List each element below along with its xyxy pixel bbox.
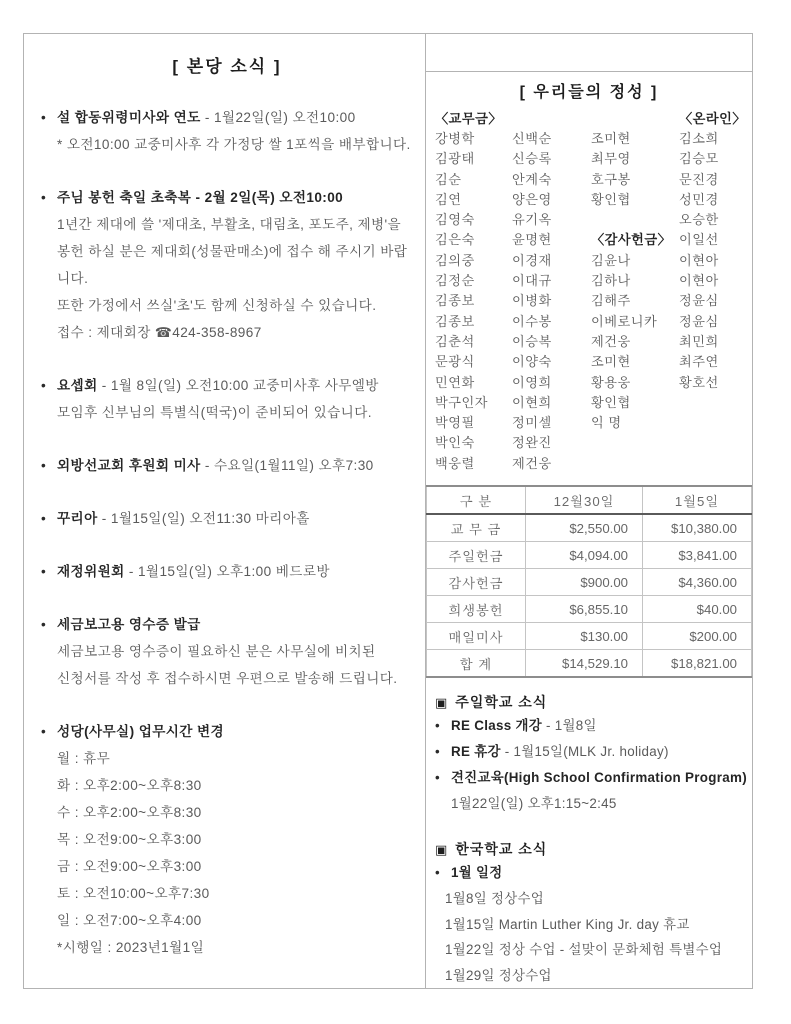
- bullet-icon: •: [41, 190, 47, 205]
- news-line: [41, 907, 413, 934]
- news-item: [41, 718, 413, 745]
- bullet-icon: •: [41, 511, 47, 526]
- korean-school-item: [435, 860, 752, 886]
- offerings-amount: $10,380.00: [643, 514, 752, 542]
- offerings-row: [427, 623, 752, 650]
- donor-name: [679, 433, 746, 453]
- offerings-amount: $4,360.00: [643, 569, 752, 596]
- bullet-icon: •: [435, 770, 440, 785]
- news-item: [41, 184, 413, 211]
- news-item-text: 목 : 오전9:00~오후3:00: [57, 832, 202, 847]
- offerings-row-label: 교 무 금: [427, 514, 526, 542]
- donor-name: 최민희: [679, 333, 719, 349]
- donor-name: 김영숙: [435, 212, 475, 228]
- donor-name: 익 명: [591, 415, 622, 431]
- donor-name: 김소희: [679, 130, 719, 146]
- donor-name: 이양숙: [512, 354, 552, 370]
- donor-name: 정윤심: [679, 293, 719, 309]
- news-item: [41, 104, 413, 131]
- offerings-top-spacer: [426, 34, 752, 72]
- bullet-icon: •: [435, 865, 440, 880]
- bullet-icon: •: [41, 617, 47, 632]
- donor-name: 김연: [435, 191, 462, 207]
- section-square-icon: ▣: [435, 695, 449, 710]
- sunday-school-item: [435, 739, 752, 765]
- donor-name: [591, 109, 679, 129]
- donor-name: 이현희: [512, 394, 552, 410]
- donor-name: 민연화: [435, 374, 475, 390]
- news-item-text: 1년간 제대에 쓸 '제대초, 부활초, 대림초, 포도주, 제병'을: [57, 217, 402, 232]
- sunday-school-subline: 1월22일(일) 오후1:15~2:45: [451, 796, 617, 811]
- news-item: [41, 372, 413, 399]
- offerings-row: [427, 542, 752, 569]
- news-item: [41, 611, 413, 638]
- donor-name: 김윤나: [591, 252, 631, 268]
- news-item: [41, 558, 413, 585]
- offerings-amount: $130.00: [526, 623, 643, 650]
- news-line: [41, 799, 413, 826]
- donor-name: 조미현: [591, 130, 631, 146]
- parish-news-title: [ 본당 소식 ]: [172, 57, 282, 76]
- donor-name: [679, 413, 746, 433]
- offerings-row: [427, 514, 752, 542]
- donor-name: 성민경: [679, 191, 719, 207]
- news-item-text: 접수 : 제대회장 ☎424-358-8967: [57, 325, 262, 340]
- news-line: [41, 238, 413, 292]
- news-line: [41, 638, 413, 665]
- item-text: - 1월8일: [541, 718, 597, 733]
- news-line: [41, 745, 413, 772]
- donor-name: 김광태: [435, 151, 475, 167]
- news-line: [41, 319, 413, 346]
- sunday-school-section: [426, 692, 752, 817]
- news-line: [41, 131, 413, 158]
- news-item: [41, 505, 413, 532]
- news-item-label: 성당(사무실) 업무시간 변경: [57, 724, 225, 739]
- item-label: RE 휴강: [451, 744, 501, 759]
- schedule-line: 1월22일 정상 수업 - 설맞이 문화체험 특별수업: [445, 942, 723, 957]
- sunday-school-item: [435, 713, 752, 739]
- news-item-text: *시행일 : 2023년1월1일: [57, 940, 205, 955]
- sunday-school-title-text: 주일학교 소식: [455, 694, 548, 710]
- donor-group-header: 〈온라인〉: [679, 110, 747, 126]
- donor-name: 정완진: [512, 435, 552, 451]
- schedule-line: 1월29일 정상수업: [445, 967, 552, 983]
- news-item-text: - 1월15일(일) 오전11:30 마리아홀: [97, 511, 310, 526]
- donor-name: 이병화: [512, 293, 552, 309]
- donor-name: 강병학: [435, 130, 475, 146]
- donor-name: 박구인자: [435, 394, 488, 410]
- offerings-amount: $200.00: [643, 623, 752, 650]
- donor-name: 정윤심: [679, 313, 719, 329]
- offerings-row: [427, 650, 752, 678]
- news-item-text: 수 : 오후2:00~오후8:30: [57, 805, 202, 820]
- donor-name: 김정순: [435, 273, 475, 289]
- donor-name: 황인협: [591, 191, 631, 207]
- donor-name: 최주연: [679, 354, 719, 370]
- news-item-text: 또한 가정에서 쓰실'초'도 함께 신청하실 수 있습니다.: [57, 298, 377, 313]
- donor-name: 박영필: [435, 415, 475, 431]
- donor-name: 박인숙: [435, 435, 475, 451]
- donor-name: 신승록: [512, 151, 552, 167]
- donor-name: 김은숙: [435, 232, 475, 248]
- offerings-amount: $6,855.10: [526, 596, 643, 623]
- offerings-column-header: 12월30일: [526, 486, 643, 514]
- news-item-text: - 수요일(1월11일) 오후7:30: [200, 458, 374, 473]
- bullet-icon: •: [41, 378, 47, 393]
- donor-name: [591, 433, 679, 453]
- donor-name: 김종보: [435, 313, 475, 329]
- offerings-section: [426, 34, 752, 988]
- donor-name: [679, 454, 746, 474]
- donor-name: 오승한: [679, 212, 719, 228]
- donor-name: 정미셀: [512, 415, 552, 431]
- news-item-text: 세금보고용 영수증이 필요하신 분은 사무실에 비치된: [57, 644, 376, 659]
- donor-name: 호구봉: [591, 171, 631, 187]
- bulletin-sheet: [23, 33, 753, 989]
- donor-name: 황용웅: [591, 374, 631, 390]
- donor-name: 문광식: [435, 354, 475, 370]
- item-label: 1월 일정: [451, 865, 503, 880]
- donor-name: 김춘석: [435, 333, 475, 349]
- donor-name: 제건웅: [512, 455, 552, 471]
- offerings-amount: $18,821.00: [643, 650, 752, 678]
- schedule-line: 1월8일 정상수업: [445, 891, 544, 906]
- donor-name: 이승복: [512, 333, 552, 349]
- donor-name: 신백순: [512, 130, 552, 146]
- news-item-text: 봉헌 하실 분은 제대회(성물판매소)에 접수 해 주시기 바랍니다.: [57, 244, 408, 286]
- offerings-amount: $14,529.10: [526, 650, 643, 678]
- offerings-amount: $2,550.00: [526, 514, 643, 542]
- donor-group-header: 〈교무금〉: [435, 110, 503, 126]
- parish-news-list: [41, 104, 413, 961]
- offerings-amount: $4,094.00: [526, 542, 643, 569]
- bullet-icon: •: [41, 110, 47, 125]
- sunday-school-item: [435, 765, 752, 791]
- offerings-column-header: 구 분: [427, 486, 526, 514]
- donor-name: [512, 109, 591, 129]
- news-item-label: 외방선교회 후원회 미사: [57, 458, 201, 473]
- news-item-label: 요셉회: [57, 378, 98, 393]
- offerings-table: [426, 485, 752, 678]
- sunday-school-title: [435, 692, 752, 713]
- news-line: [41, 934, 413, 961]
- bullet-icon: •: [435, 718, 440, 733]
- donor-name: 김순: [435, 171, 462, 187]
- offerings-column-header: 1월5일: [643, 486, 752, 514]
- donor-name: 이현아: [679, 273, 719, 289]
- news-item-text: - 1월15일(일) 오후1:00 베드로방: [124, 564, 330, 579]
- news-line: [41, 772, 413, 799]
- news-item-text: - 1월22일(일) 오전10:00: [200, 110, 356, 125]
- offerings-row-label: 희생봉헌: [427, 596, 526, 623]
- donor-name: 안계숙: [512, 171, 552, 187]
- donor-name: [591, 454, 679, 474]
- donor-name: 김하나: [591, 273, 631, 289]
- donor-name: 이경재: [512, 252, 552, 268]
- news-item: [41, 452, 413, 479]
- offerings-row: [427, 596, 752, 623]
- donor-name: 조미현: [591, 354, 631, 370]
- bullet-icon: •: [41, 458, 47, 473]
- news-item-text: * 오전10:00 교중미사후 각 가정당 쌀 1포씩을 배부합니다.: [57, 137, 411, 152]
- news-item-text: 일 : 오전7:00~오후4:00: [57, 913, 202, 928]
- news-item-label: 설 합동위령미사와 연도: [57, 110, 201, 125]
- news-item-text: 토 : 오전10:00~오후7:30: [57, 886, 210, 901]
- item-label: 견진교육(High School Confirmation Program): [451, 770, 747, 785]
- donor-name: 최무영: [591, 151, 631, 167]
- offerings-header-row: [427, 486, 752, 514]
- donor-name: 윤명현: [512, 232, 552, 248]
- item-text: - 1월15일(MLK Jr. holiday): [500, 744, 669, 759]
- donor-name: 문진경: [679, 171, 719, 187]
- donor-name: 김해주: [591, 293, 631, 309]
- news-item-text: - 1월 8일(일) 오전10:00 교중미사후 사무엘방: [97, 378, 379, 393]
- bullet-icon: •: [435, 744, 440, 759]
- news-item-label: 세금보고용 영수증 발급: [57, 617, 201, 632]
- news-line: [41, 853, 413, 880]
- news-item-label: 꾸리아: [57, 511, 98, 526]
- donor-name: 이대규: [512, 273, 552, 289]
- news-item-text: 화 : 오후2:00~오후8:30: [57, 778, 202, 793]
- donor-name: 황호선: [679, 374, 719, 390]
- korean-school-title-text: 한국학교 소식: [455, 841, 548, 857]
- offerings-amount: $3,841.00: [643, 542, 752, 569]
- donor-name: 제건웅: [591, 333, 631, 349]
- news-item-text: 월 : 휴무: [57, 751, 111, 766]
- offerings-row-label: 감사헌금: [427, 569, 526, 596]
- section-square-icon: ▣: [435, 842, 449, 857]
- news-line: [41, 665, 413, 692]
- donor-name: 이현아: [679, 252, 719, 268]
- news-line: [41, 292, 413, 319]
- offerings-title: [ 우리들의 정성 ]: [519, 83, 659, 101]
- donor-name: 김의중: [435, 252, 475, 268]
- donor-name: 백웅렬: [435, 455, 475, 471]
- donor-name: 양은영: [512, 191, 552, 207]
- offerings-table-head: [427, 486, 752, 514]
- offerings-table-body: [427, 514, 752, 677]
- news-item-label: 주님 봉헌 축일 초축복 - 2월 2일(목) 오전10:00: [57, 190, 344, 205]
- donor-name: 유기옥: [512, 212, 552, 228]
- donor-name: 이베로니카: [591, 313, 658, 329]
- donor-name: 김승모: [679, 151, 719, 167]
- bullet-icon: •: [41, 564, 47, 579]
- offerings-amount: $40.00: [643, 596, 752, 623]
- schedule-line: 1월15일 Martin Luther King Jr. day 휴교: [445, 916, 690, 932]
- news-item-text: 신청서를 작성 후 접수하시면 우편으로 발송해 드립니다.: [57, 671, 398, 686]
- parish-news-section: [24, 34, 426, 988]
- donor-name: [591, 210, 679, 230]
- donor-name: 김종보: [435, 293, 475, 309]
- bullet-icon: •: [41, 724, 47, 739]
- offerings-row-label: 매일미사: [427, 623, 526, 650]
- donor-name-grid: [426, 109, 752, 474]
- offerings-row: [427, 569, 752, 596]
- korean-school-section: [426, 839, 752, 988]
- item-label: RE Class 개강: [451, 718, 542, 733]
- donor-name: 이수봉: [512, 313, 552, 329]
- donor-name: 이영희: [512, 374, 552, 390]
- news-line: [41, 399, 413, 426]
- news-line: [41, 826, 413, 853]
- donor-group-header: 〈감사헌금〉: [591, 232, 672, 248]
- news-line: [41, 211, 413, 238]
- donor-name: 이일선: [679, 232, 719, 248]
- offerings-row-label: 주일헌금: [427, 542, 526, 569]
- offerings-amount: $900.00: [526, 569, 643, 596]
- offerings-row-label: 합 계: [427, 650, 526, 678]
- donor-name: [679, 393, 746, 413]
- news-item-text: 모임후 신부님의 특별식(떡국)이 준비되어 있습니다.: [57, 405, 372, 420]
- korean-school-title: [435, 839, 752, 860]
- news-item-label: 재정위원회: [57, 564, 125, 579]
- donor-name: 황인협: [591, 394, 631, 410]
- news-item-text: 금 : 오전9:00~오후3:00: [57, 859, 202, 874]
- news-line: [41, 880, 413, 907]
